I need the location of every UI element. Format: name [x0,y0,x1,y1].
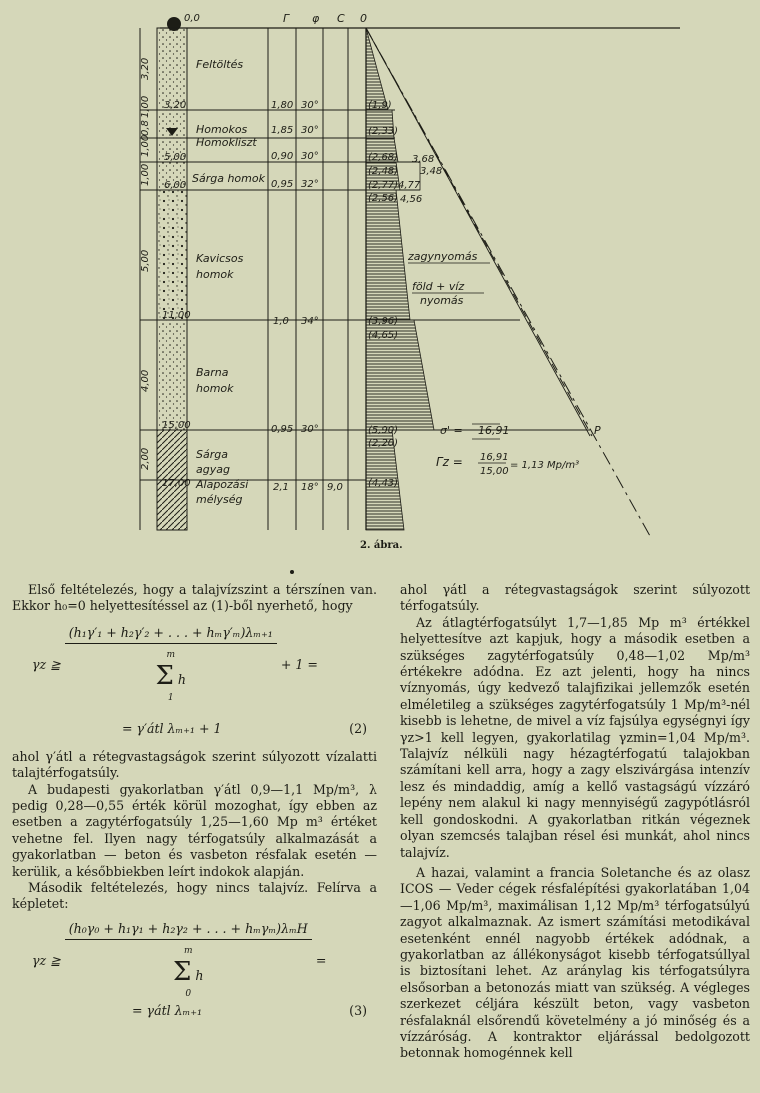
layer-name: mélység [196,493,243,506]
gz-denominator: 15,00 [480,466,509,477]
pressure-value: (2,48) [368,166,399,177]
equation-number: (2) [349,720,367,736]
header-phi: φ [312,12,320,25]
header-gamma: Γ [283,12,290,25]
depth-label: 3,20 [164,100,187,111]
layer-name: Sárga homok [192,172,265,185]
sum-icon: Σ [155,660,174,691]
right-column [400,582,750,1062]
depth-label: 15,00 [162,420,191,431]
pressure-value: (2,33) [368,126,399,137]
side-value: 4,77 [398,180,421,191]
header-zero-right: 0 [360,12,367,25]
phi-value: 18° [301,482,319,493]
layer-name: Feltöltés [196,58,244,71]
pressure-value: (2,77) [368,180,399,191]
thickness-label: 1,00 [140,163,151,186]
eq3-equals: = [315,953,327,969]
gz-numerator: 16,91 [480,452,509,463]
eq2-result: = γ′átl λₘ₊₁ + 1 [122,720,222,736]
point-p-label: P [594,424,601,437]
layer-name: Barna [196,366,229,379]
gamma-value: 0,95 [271,179,294,190]
pressure-value: (4,43) [368,478,399,489]
gamma-value: 2,1 [273,482,289,493]
phi-value: 30° [301,100,319,111]
header-c: C [337,12,345,25]
pressure-value: (3,96) [368,316,399,327]
phi-value: 34° [301,316,319,327]
sum-icon: Σ [173,956,192,987]
pressure-value: (4,65) [368,330,399,341]
sum-var: h [195,967,204,983]
decorative-dot [290,570,294,574]
thickness-label: 1,00 [140,134,151,157]
paragraph: ahol γ′átl a rétegvastagságok szerint súlyozott vízalatti talajtérfogatsúly. [12,748,377,781]
thickness-label: 3,20 [140,57,151,80]
thickness-label: 1,00 [140,95,151,118]
gamma-value: 1,0 [273,316,289,327]
figure-caption: 2. ábra. [360,540,403,551]
sum-var: h [177,671,187,687]
thickness-label: 4,00 [140,369,151,392]
equation-3 [12,921,377,1003]
layer-name: homok [196,382,234,395]
sum-bottom: 0 [185,989,192,1000]
eq2-plus: + 1 = [280,657,318,673]
eq3-numerator: (h₀γ₀ + h₁γ₁ + h₂γ₂ + . . . + hₘγₘ)λₘH [65,921,312,940]
phi-value: 30° [301,424,319,435]
paragraph: Első feltételezés, hogy a talajvízszint a térszínen van. Ekkor h₀=0 helyettesítéssel az (1)-ből nyerhető, hogy [12,582,377,614]
side-value: 3,68 [412,154,435,165]
layer-name: homok [196,268,234,281]
paragraph: ahol γátl a rétegvastagságok szerint súlyozott térfogatsúly. [400,582,750,614]
equation-2 [12,625,377,721]
gamma-value: 0,90 [271,151,294,162]
side-value: 4,56 [400,194,423,205]
pressure-value: (1,9) [368,100,392,111]
gz-result: = 1,13 Mp/m³ [510,460,580,471]
paragraph: Második feltételezés, hogy nincs talajvíz. Felírva a képletet: [12,880,377,912]
left-column [12,582,377,1025]
gamma-value: 1,85 [271,125,294,136]
earth-water-label-1: föld + víz [412,280,465,293]
pressure-value: (2,56) [368,193,399,204]
pressure-value: (2,68) [368,152,399,163]
layer-name: Alapozási [196,478,249,491]
phi-value: 32° [301,179,319,190]
sigma-value: 16,91 [478,424,510,437]
thickness-label: 2,00 [140,447,151,470]
layer-name: Homokliszt [196,136,257,149]
side-value: 3,48 [420,166,443,177]
depth-label: 17,00 [162,478,191,489]
eq2-numerator: (h₁γ′₁ + h₂γ′₂ + . . . + hₘγ′ₘ)λₘ₊₁ [65,625,277,644]
sum-top: m [166,650,176,661]
eq-lhs: γz ≧ [32,657,61,673]
slurry-pressure-label: zagynyomás [408,250,478,263]
phi-value: 30° [301,125,319,136]
eq3-result: = γátl λₘ₊₁ [132,1002,203,1018]
earth-water-label-2: nyomás [420,294,464,307]
paragraph: A hazai, valamint a francia Soletanche és az olasz ICOS — Veder cégek résfalépítési gyakorlatában 1,04—1,06 Mp/m³, maximálisan 1,12 Mp/m³ térfogatsúlyú zagyot alkalmaznak. Az ismert számítási metodikával esetenként ennél nagyobb értékek adódnak, a gyakorlatban az állékonyságot kisebb térfogatsúllyal is biztosítani lehet. Az aránylag kis térfogatsúlyra elsősorban a betonozás miatt van szükség. A végleges szerkezet céljára készült beton, vagy vasbeton résfalaknál elsőrendű követelmény a jó minőség és a vízzáróság. A kontraktor eljárással bedolgozott betonnak homogénnek kell [400,864,750,1061]
layer-name: agyag [196,463,230,476]
layer-name: Kavicsos [196,252,244,265]
pressure-value: (5,90) [368,425,399,436]
c-value: 9,0 [327,482,343,493]
eq-lhs: γz ≧ [32,953,61,969]
paragraph: A budapesti gyakorlatban γ′átl 0,9—1,1 Mp/m³, λ pedig 0,28—0,55 érték körül mozoghat, így ebben az esetben a zagytérfogatsúly 1,25—1,60 Mp m³ értéket vehetne fel. Ilyen nagy térfogatsúly alkalmazását a gyakorlatban — beton és vasbeton résfalak esetén — kerülik, a későbbiekben leírt indokok alapján. [12,781,377,879]
gamma-value: 1,80 [271,100,294,111]
sum-bottom: 1 [167,693,174,704]
layer-name: Sárga [196,448,228,461]
header-zero-left: 0,0 [184,13,200,24]
gz-label: Γz = [436,455,463,469]
sum-top: m [183,946,193,957]
thickness-label: 5,00 [140,249,151,272]
sigma-label: σ' = [440,424,463,437]
depth-label: 6,00 [164,180,187,191]
paragraph: Az átlagtérfogatsúlyt 1,7—1,85 Mp m³ értékkel helyettesítve azt kapjuk, hogy a második esetben a szükséges zagytérfogatsúly 0,48—1,02 Mp/m³ értékekre adódna. Ez azt jelenti, hogy ha nincs víznyomás, úgy kedvező talajfizikai jellemzők esetén elméletileg a szükséges zagytérfogatsúly 1 Mp/m³-nél kisebb is lehetne, de mivel a víz fajsúlya egységnyi így γz>1 kell legyen, gyakorlatilag γzmin=1,04 Mp/m³. Talajvíz nélküli nagy hézagtérfogatú talajokban számítani kell arra, hogy a zagy elszivárgása intenzív lesz és mindaddig, amíg a kellő vastagságú vízzáró lepény nem alakul ki nagy mennyiségű zagypótlásról kell gondoskodni. A gyakorlatban ritkán végeznek olyan szemcsés talajban résel ési munkát, ahol nincs talajvíz. [400,614,750,860]
thickness-label: 0,8 [140,120,151,136]
equation-number: (3) [349,1002,367,1018]
phi-value: 30° [301,151,319,162]
pressure-value: (2,20) [368,438,399,449]
depth-label: 11,00 [162,310,191,321]
gamma-value: 0,95 [271,424,294,435]
depth-label: 5,00 [164,152,187,163]
layer-name: Homokos [196,123,248,136]
